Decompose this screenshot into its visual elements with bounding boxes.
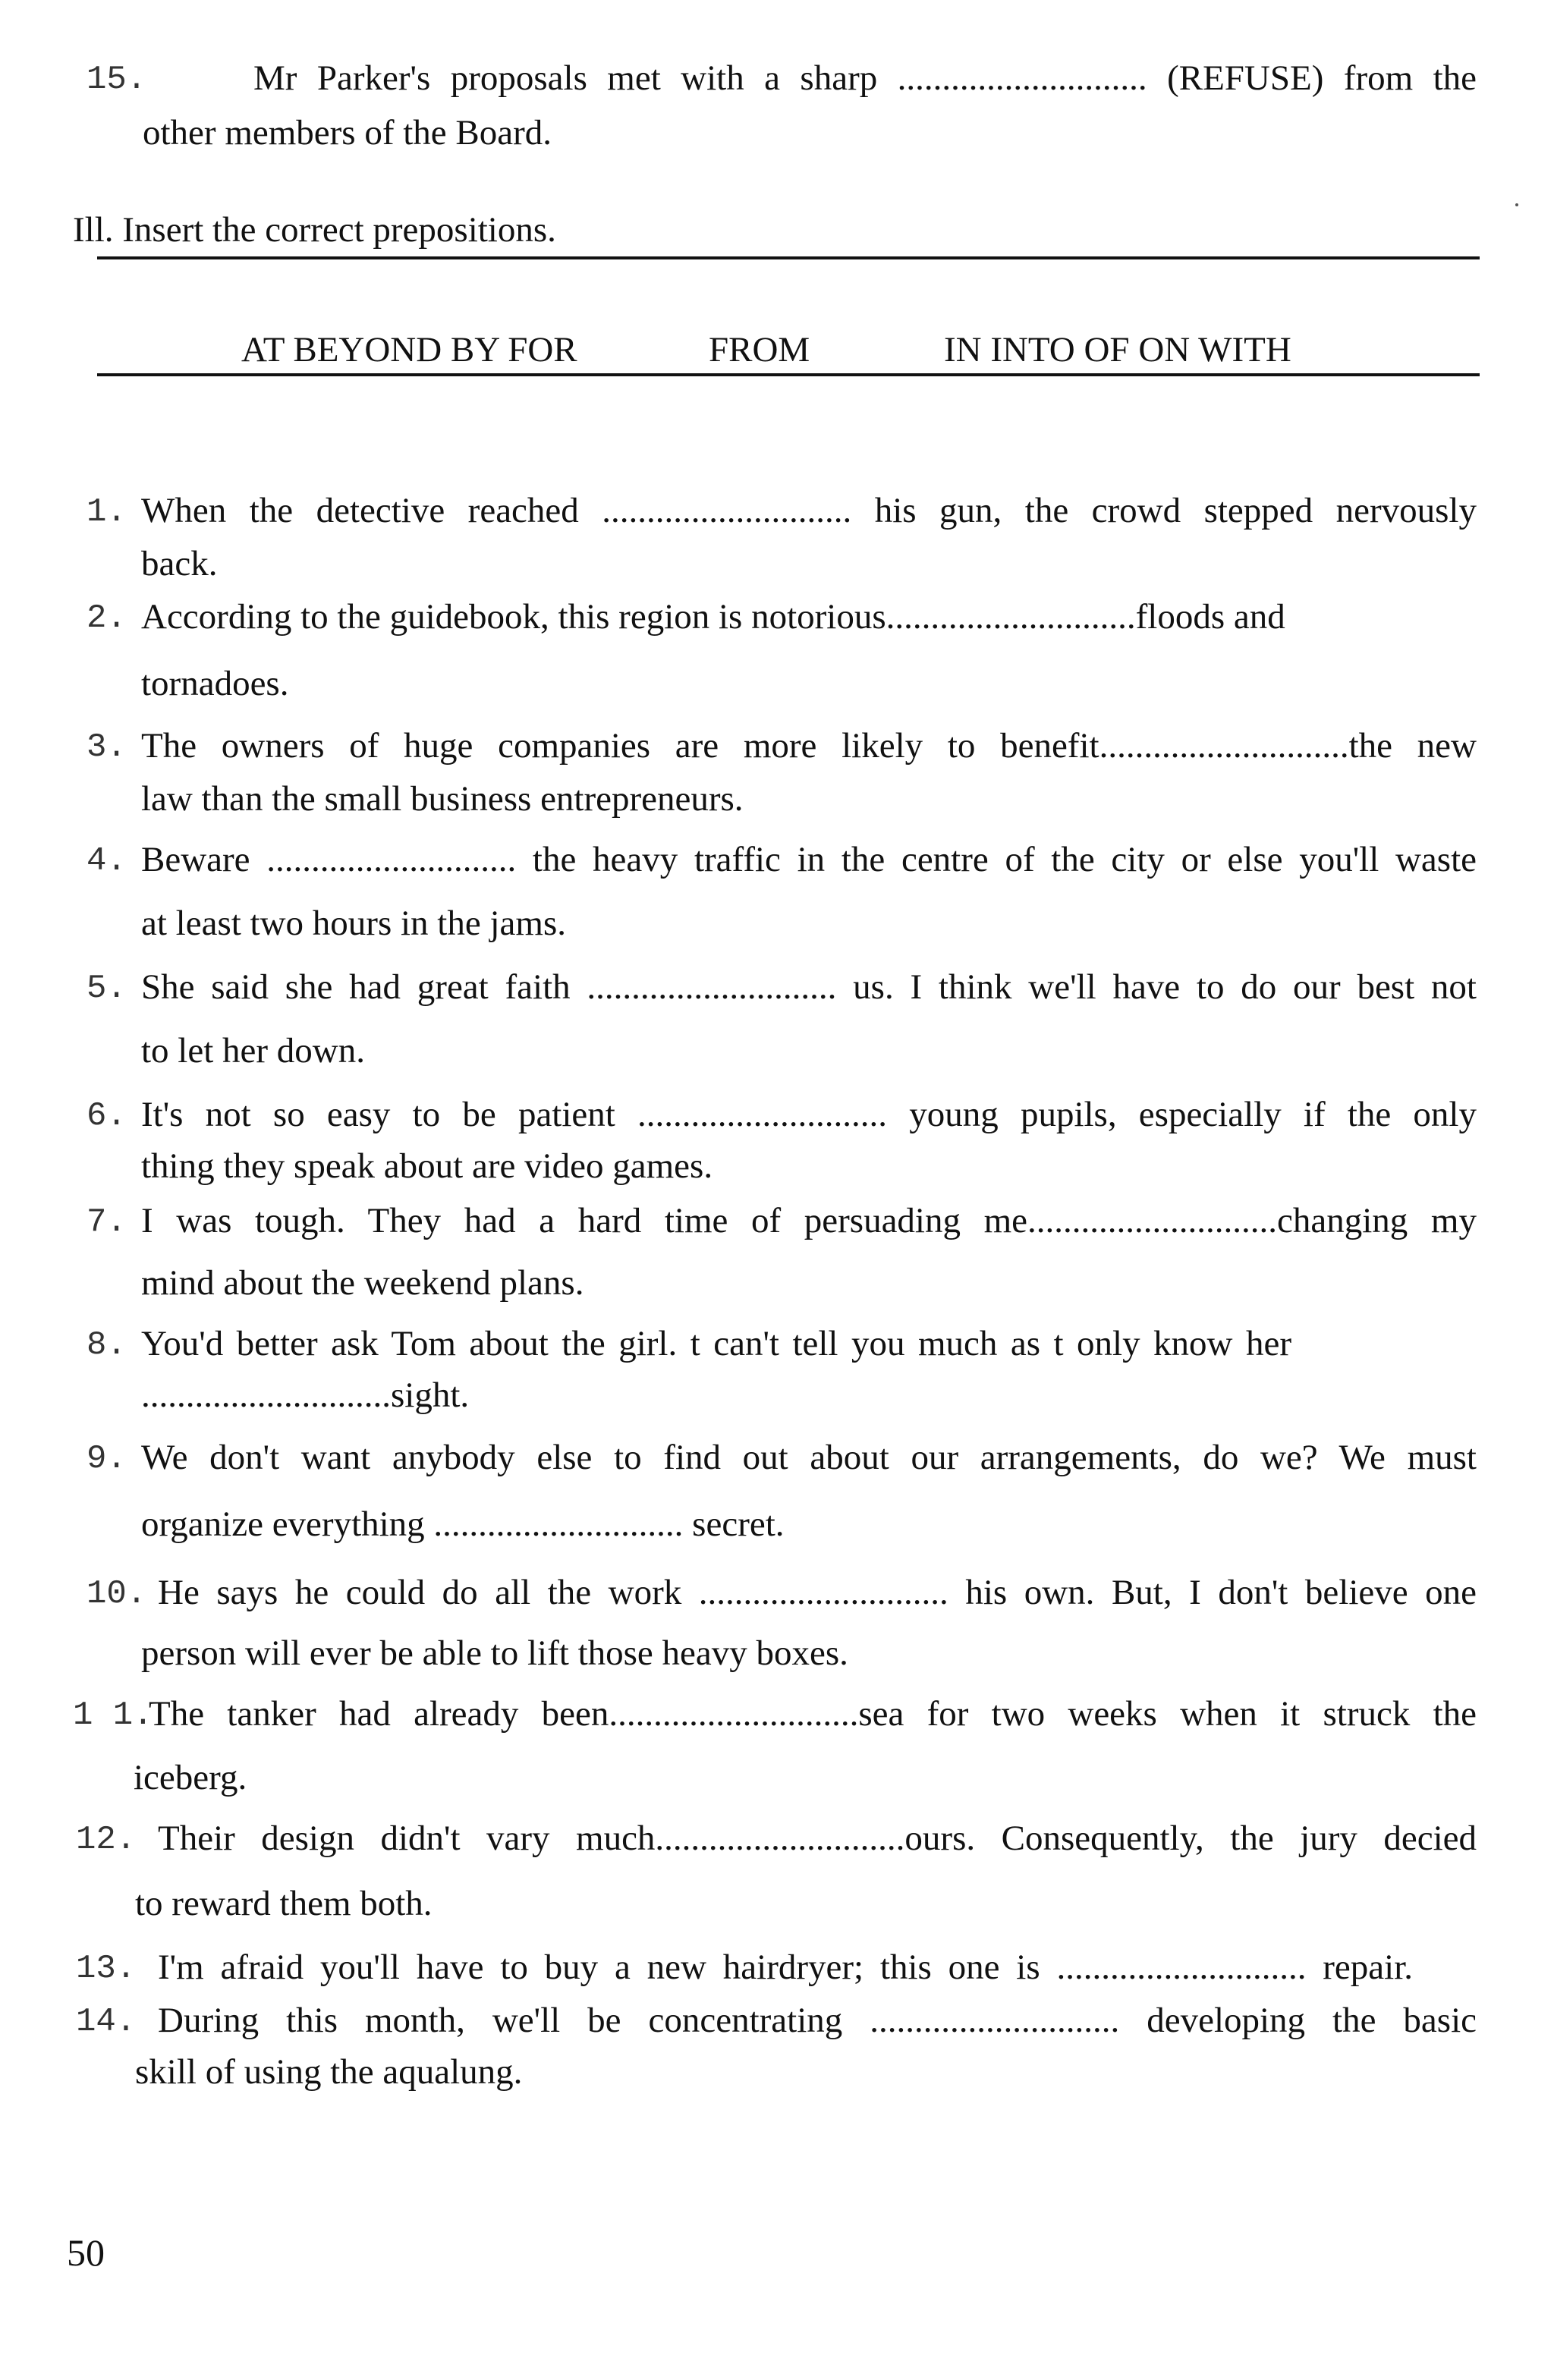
item-line-1: You'd better ask Tom about the girl. t can't tell you much as t only know her xyxy=(141,1324,1291,1363)
item-number: 2. xyxy=(87,599,127,637)
item-line-2: thing they speak about are video games. xyxy=(141,1146,713,1186)
item-line-1: We don't want anybody else to find out about our arrangements, do we? We must xyxy=(141,1438,1477,1477)
word-box-group-2: FROM xyxy=(709,330,810,369)
item-line-2: skill of using the aqualung. xyxy=(135,2052,523,2092)
item-line-1: According to the guidebook, this region is notorious............................floods and xyxy=(141,597,1285,637)
item-line-2: organize everything ............................ secret. xyxy=(141,1504,785,1544)
item-number: 7. xyxy=(87,1203,127,1241)
item-line-2: tornadoes. xyxy=(141,664,289,703)
item-line-2: to let her down. xyxy=(141,1031,365,1071)
word-box-group-1: AT BEYOND BY FOR xyxy=(241,330,577,369)
item-number: 14. xyxy=(76,2003,137,2041)
item-number: 6. xyxy=(87,1097,127,1135)
item-line-1: When the detective reached ............................ his gun, the crowd stepped nervously xyxy=(141,491,1477,530)
item-number: 4. xyxy=(87,842,127,880)
item-line-2: mind about the weekend plans. xyxy=(141,1263,584,1303)
item-line-1: I was tough. They had a hard time of persuading me............................changing my xyxy=(141,1201,1477,1240)
item-line-1: Their design didn't vary much............................ours. Consequently, the jury decied xyxy=(158,1819,1477,1858)
page-number: 50 xyxy=(67,2231,105,2274)
item-number: 13. xyxy=(76,1950,137,1988)
word-box-top-rule xyxy=(97,256,1480,259)
item-number: 1 1. xyxy=(73,1696,153,1734)
item-line-1: It's not so easy to be patient ............................ young pupils, especially if the only xyxy=(141,1095,1477,1134)
prev-item-line-1: Mr Parker's proposals met with a sharp ............................ (REFUSE) from the xyxy=(253,58,1477,98)
item-number: 8. xyxy=(87,1326,127,1364)
word-box-bottom-rule xyxy=(97,373,1480,376)
item-line-2: back. xyxy=(141,544,218,583)
stray-mark xyxy=(1515,203,1518,206)
item-line-2: iceberg. xyxy=(134,1758,247,1797)
item-line-2: law than the small business entrepreneurs. xyxy=(141,779,744,819)
item-number: 12. xyxy=(76,1821,137,1859)
item-number: 9. xyxy=(87,1440,127,1478)
item-line-1: She said she had great faith ............................ us. I think we'll have to do our best not xyxy=(141,967,1477,1007)
item-line-1: The owners of huge companies are more likely to benefit............................the new xyxy=(141,726,1477,766)
item-line-1: He says he could do all the work ............................ his own. But, I don't believe one xyxy=(158,1573,1477,1612)
prev-item-line-2: other members of the Board. xyxy=(143,113,552,152)
item-number: 5. xyxy=(87,970,127,1008)
item-number: 10. xyxy=(87,1575,147,1613)
item-line-2: at least two hours in the jams. xyxy=(141,904,566,943)
item-line-1: During this month, we'll be concentrating ............................ developing the basic xyxy=(158,2001,1477,2040)
prev-item-number: 15. xyxy=(87,61,147,99)
item-line-2: person will ever be able to lift those heavy boxes. xyxy=(141,1633,848,1673)
item-line-1: The tanker had already been............................sea for two weeks when it struck the xyxy=(149,1694,1477,1734)
section-heading: Ill. Insert the correct prepositions. xyxy=(73,210,556,250)
item-line-2: ............................sight. xyxy=(141,1375,470,1415)
item-number: 1. xyxy=(87,493,127,531)
word-box-group-3: IN INTO OF ON WITH xyxy=(944,330,1291,369)
item-line-2: to reward them both. xyxy=(135,1884,433,1923)
item-number: 3. xyxy=(87,728,127,766)
item-line-1: I'm afraid you'll have to buy a new hairdryer; this one is ............................ repair. xyxy=(158,1948,1413,1987)
item-line-1: Beware ............................ the heavy traffic in the centre of the city or else you'll waste xyxy=(141,840,1477,879)
